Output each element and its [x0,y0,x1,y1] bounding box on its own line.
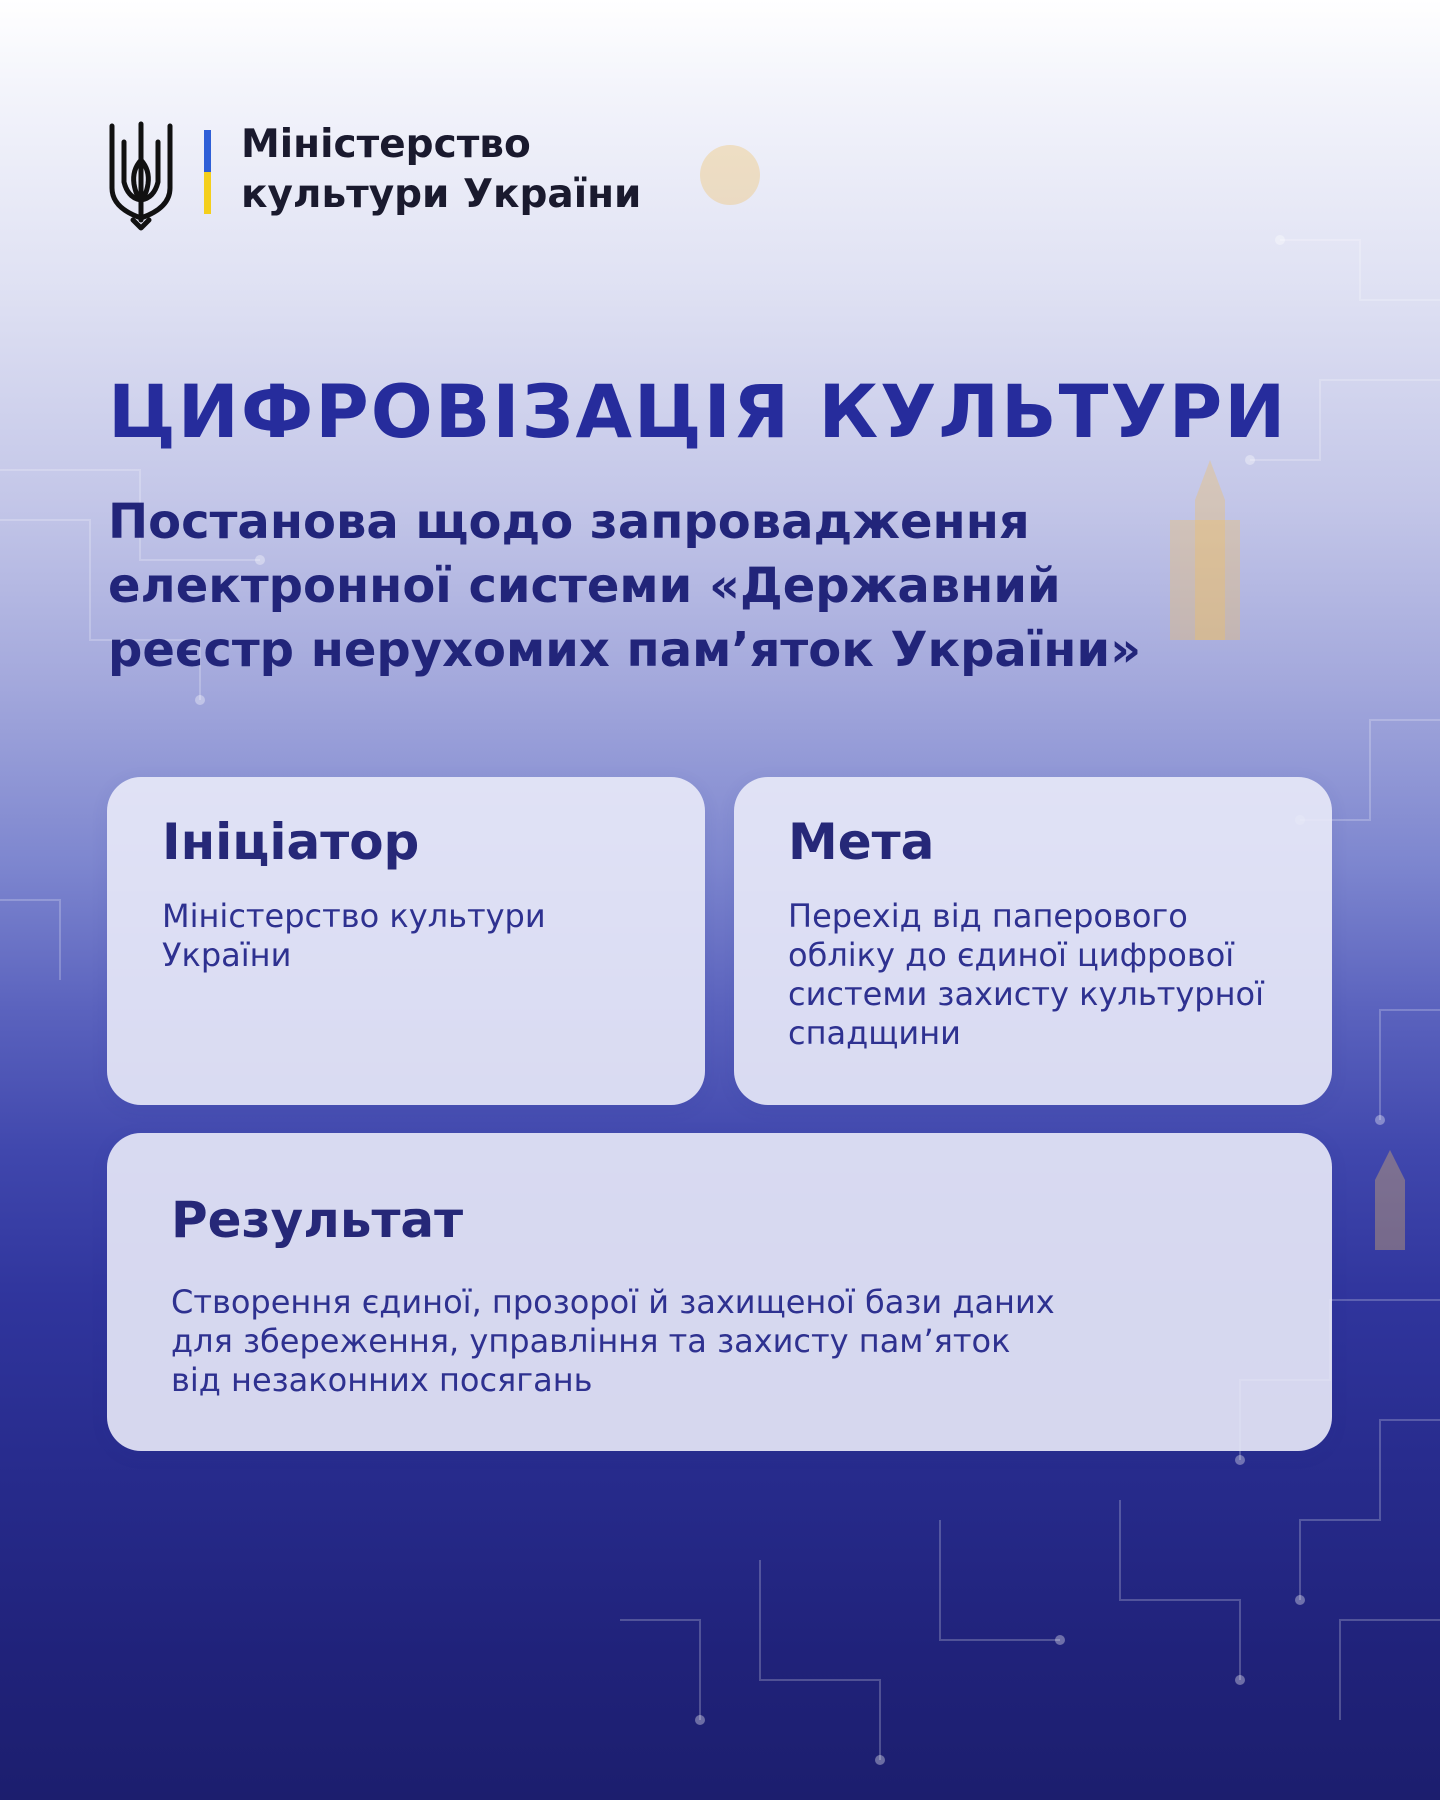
page-subtitle [108,490,1141,682]
goal-text [788,897,1292,1053]
ministry-header [106,120,641,232]
result-card [107,1133,1332,1451]
flag-bar [204,130,211,214]
ministry-name-line: Міністерство [241,122,531,167]
goal-text-line: системи захисту культурної [788,975,1264,1013]
subtitle-line: електронної системи «Державний [108,558,1061,614]
initiator-text [162,897,657,975]
flag-yellow-stripe [204,172,211,214]
ministry-name-line: культури України [241,172,642,217]
result-text-line: для збереження, управління та захисту пам’яток [171,1322,1011,1360]
goal-title: Мета [788,813,935,871]
initiator-text-line: України [162,936,292,974]
goal-text-line: Перехід від паперового [788,897,1188,935]
subtitle-line: реєстр нерухомих пам’яток України» [108,622,1142,678]
flag-blue-stripe [204,130,211,172]
goal-text-line: обліку до єдиної цифрової [788,936,1235,974]
result-title: Результат [171,1191,464,1249]
page-title: ЦИФРОВІЗАЦІЯ КУЛЬТУРИ [108,370,1288,455]
subtitle-line: Постанова щодо запровадження [108,494,1030,550]
goal-text-line: спадщини [788,1014,961,1052]
result-text [171,1283,1284,1400]
trident-icon [106,120,176,232]
initiator-card [107,777,705,1105]
result-text-line: Створення єдиної, прозорої й захищеної бази даних [171,1283,1055,1321]
result-text-line: від незаконних посягань [171,1361,593,1399]
initiator-text-line: Міністерство культури [162,897,546,935]
goal-card [734,777,1332,1105]
initiator-title: Ініціатор [162,813,420,871]
ministry-name [241,120,641,220]
